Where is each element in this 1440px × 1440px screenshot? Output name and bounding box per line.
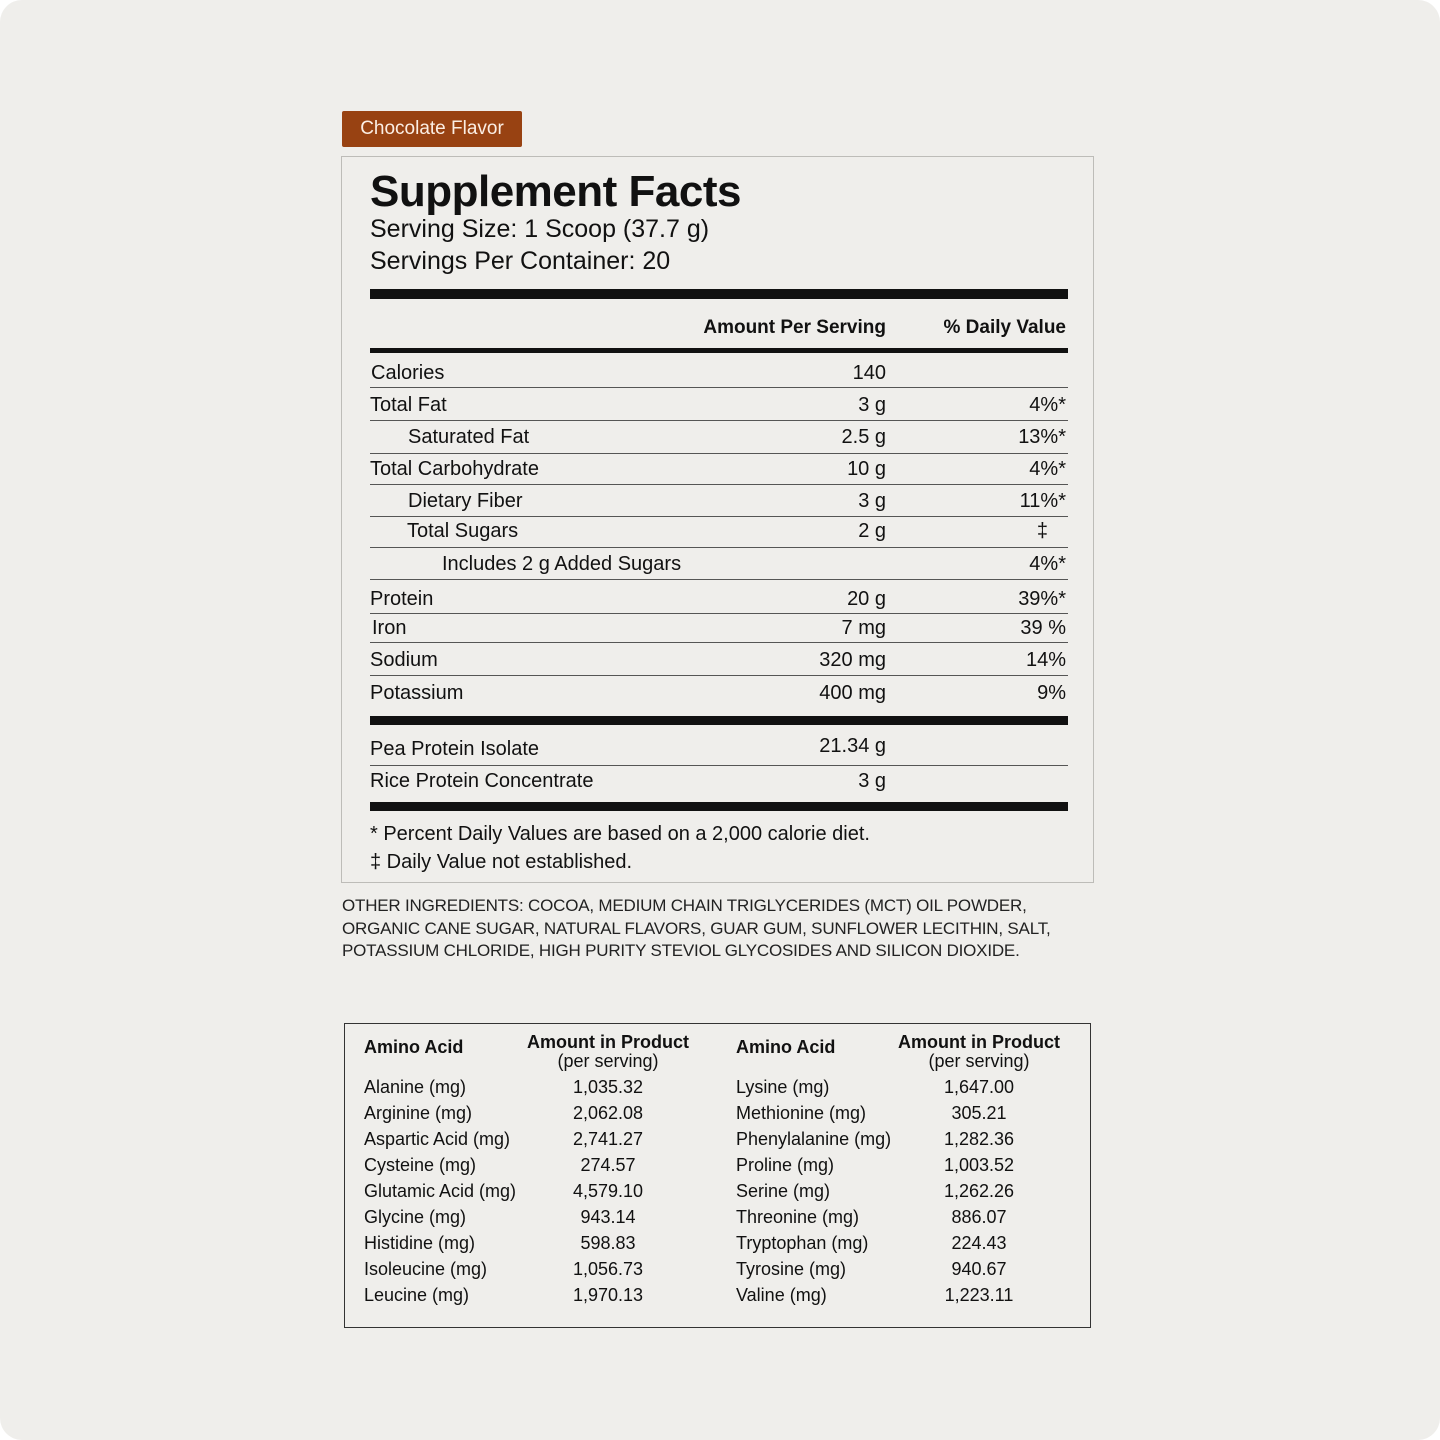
amino-acid-name: Tyrosine (mg): [736, 1259, 847, 1279]
amino-acid-amount: 943.14: [580, 1207, 636, 1227]
amino-acid-name: Methionine (mg): [736, 1103, 867, 1123]
nutrient-amount: 10 g: [847, 458, 886, 480]
nutrient-daily-value: 4%*: [1029, 458, 1066, 480]
facts-title: Supplement Facts: [370, 167, 741, 216]
nutrient-amount: 140: [852, 362, 886, 384]
blend-label: Rice Protein Concentrate: [370, 770, 594, 792]
nutrient-daily-value: 13%*: [1018, 426, 1066, 448]
blend-label: Pea Protein Isolate: [370, 738, 539, 760]
nutrient-daily-value: 11%*: [1019, 490, 1066, 512]
nutrient-amount: 400 mg: [819, 682, 886, 704]
nutrient-daily-value: ‡: [1036, 520, 1048, 542]
footer-divider: [370, 802, 1068, 811]
amino-acid-amount: 1,056.73: [572, 1259, 644, 1279]
blend-divider: [370, 716, 1068, 725]
nutrient-daily-value: 39 %: [1020, 617, 1066, 639]
ingredients-line: POTASSIUM CHLORIDE, HIGH PURITY STEVIOL GLYCOSIDES AND SILICON DIOXIDE.: [342, 941, 1020, 960]
amino-header-acid-left: Amino Acid: [364, 1037, 464, 1057]
row-divider: [370, 613, 1068, 614]
nutrient-amount: 2 g: [858, 520, 886, 542]
nutrient-label: Dietary Fiber: [408, 490, 523, 512]
nutrient-label: Includes 2 g Added Sugars: [442, 553, 682, 575]
amino-header-amount-left: Amount in Product: [527, 1032, 689, 1052]
amino-header-acid-right: Amino Acid: [736, 1037, 836, 1057]
nutrient-label: Protein: [370, 588, 434, 610]
amino-acid-name: Proline (mg): [736, 1155, 835, 1175]
amino-acid-name: Tryptophan (mg): [736, 1233, 869, 1253]
amino-acid-name: Phenylalanine (mg): [736, 1129, 892, 1149]
amino-acid-amount: 2,741.27: [572, 1129, 644, 1149]
nutrient-label: Total Sugars: [407, 520, 519, 542]
flavor-tag: Chocolate Flavor: [342, 111, 522, 147]
amino-acid-amount: 4,579.10: [572, 1181, 644, 1201]
nutrient-amount: 3 g: [858, 394, 886, 416]
nutrient-label: Calories: [371, 362, 445, 384]
serving-size: Serving Size: 1 Scoop (37.7 g): [370, 215, 710, 243]
nutrient-label: Iron: [372, 617, 407, 639]
amino-acid-amount: 940.67: [951, 1259, 1007, 1279]
nutrient-daily-value: 39%*: [1018, 588, 1066, 610]
amino-acid-table: [344, 1023, 1091, 1328]
amino-acid-name: Valine (mg): [736, 1285, 827, 1305]
nutrient-label: Total Fat: [370, 394, 447, 416]
amino-acid-name: Serine (mg): [736, 1181, 831, 1201]
blend-amount: 21.34 g: [819, 735, 886, 757]
footnote-not-established: ‡ Daily Value not established.: [370, 851, 633, 873]
amino-header-sub-left: (per serving): [557, 1051, 659, 1071]
row-divider: [370, 579, 1068, 580]
amino-acid-name: Aspartic Acid (mg): [364, 1129, 511, 1149]
amino-acid-amount: 1,035.32: [572, 1077, 644, 1097]
nutrient-daily-value: 4%*: [1029, 553, 1066, 575]
amino-acid-name: Glutamic Acid (mg): [364, 1181, 517, 1201]
amino-acid-amount: 1,282.36: [943, 1129, 1015, 1149]
row-divider: [370, 420, 1068, 421]
blend-amount: 3 g: [858, 770, 886, 792]
nutrient-daily-value: 14%: [1025, 649, 1066, 671]
nutrient-label: Sodium: [370, 649, 438, 671]
supplement-facts-panel: [341, 156, 1094, 883]
servings-per-container: Servings Per Container: 20: [370, 247, 671, 275]
row-divider: [370, 675, 1068, 676]
row-divider: [370, 516, 1068, 517]
nutrient-daily-value: 9%: [1037, 682, 1066, 704]
other-ingredients: [342, 895, 1112, 963]
amino-acid-name: Glycine (mg): [364, 1207, 467, 1227]
amino-acid-name: Histidine (mg): [364, 1233, 476, 1253]
nutrient-label: Total Carbohydrate: [370, 458, 539, 480]
header-amount: Amount Per Serving: [703, 317, 886, 338]
header-divider: [370, 348, 1068, 353]
amino-acid-amount: 2,062.08: [572, 1103, 644, 1123]
row-divider: [370, 765, 1068, 766]
amino-header-amount-right: Amount in Product: [898, 1032, 1060, 1052]
nutrient-label: Potassium: [370, 682, 464, 704]
footnote-daily-values: * Percent Daily Values are based on a 2,000 calorie diet.: [370, 823, 870, 845]
amino-acid-name: Cysteine (mg): [364, 1155, 477, 1175]
header-daily-value: % Daily Value: [943, 317, 1066, 338]
ingredients-line: OTHER INGREDIENTS: COCOA, MEDIUM CHAIN TRIGLYCERIDES (MCT) OIL POWDER,: [342, 896, 1027, 915]
amino-acid-name: Arginine (mg): [364, 1103, 473, 1123]
ingredients-line: ORGANIC CANE SUGAR, NATURAL FLAVORS, GUAR GUM, SUNFLOWER LECITHIN, SALT,: [342, 918, 1051, 938]
row-divider: [370, 484, 1068, 485]
amino-acid-amount: 1,970.13: [572, 1285, 644, 1305]
amino-acid-amount: 598.83: [580, 1233, 636, 1253]
amino-acid-name: Isoleucine (mg): [364, 1259, 488, 1279]
amino-acid-name: Lysine (mg): [736, 1077, 830, 1097]
amino-acid-name: Leucine (mg): [364, 1285, 470, 1305]
amino-acid-name: Alanine (mg): [364, 1077, 467, 1097]
amino-acid-amount: 1,647.00: [943, 1077, 1015, 1097]
nutrient-amount: 20 g: [847, 588, 886, 610]
amino-acid-amount: 1,262.26: [943, 1181, 1015, 1201]
nutrient-amount: 2.5 g: [841, 426, 886, 448]
nutrient-amount: 7 mg: [841, 617, 886, 639]
thick-divider: [370, 289, 1068, 299]
amino-acid-name: Threonine (mg): [736, 1207, 860, 1227]
amino-acid-amount: 886.07: [951, 1207, 1007, 1227]
nutrient-daily-value: 4%*: [1029, 394, 1066, 416]
nutrient-amount: 320 mg: [819, 649, 886, 671]
row-divider: [370, 453, 1068, 454]
amino-acid-amount: 274.57: [580, 1155, 636, 1175]
amino-acid-amount: 305.21: [951, 1103, 1007, 1123]
nutrient-amount: 3 g: [858, 490, 886, 512]
row-divider: [370, 642, 1068, 643]
row-divider: [370, 387, 1068, 388]
row-divider: [370, 547, 1068, 548]
amino-acid-amount: 1,223.11: [944, 1285, 1014, 1305]
amino-acid-amount: 224.43: [951, 1233, 1007, 1253]
nutrient-label: Saturated Fat: [408, 426, 530, 448]
amino-header-sub-right: (per serving): [928, 1051, 1030, 1071]
amino-acid-amount: 1,003.52: [943, 1155, 1015, 1175]
